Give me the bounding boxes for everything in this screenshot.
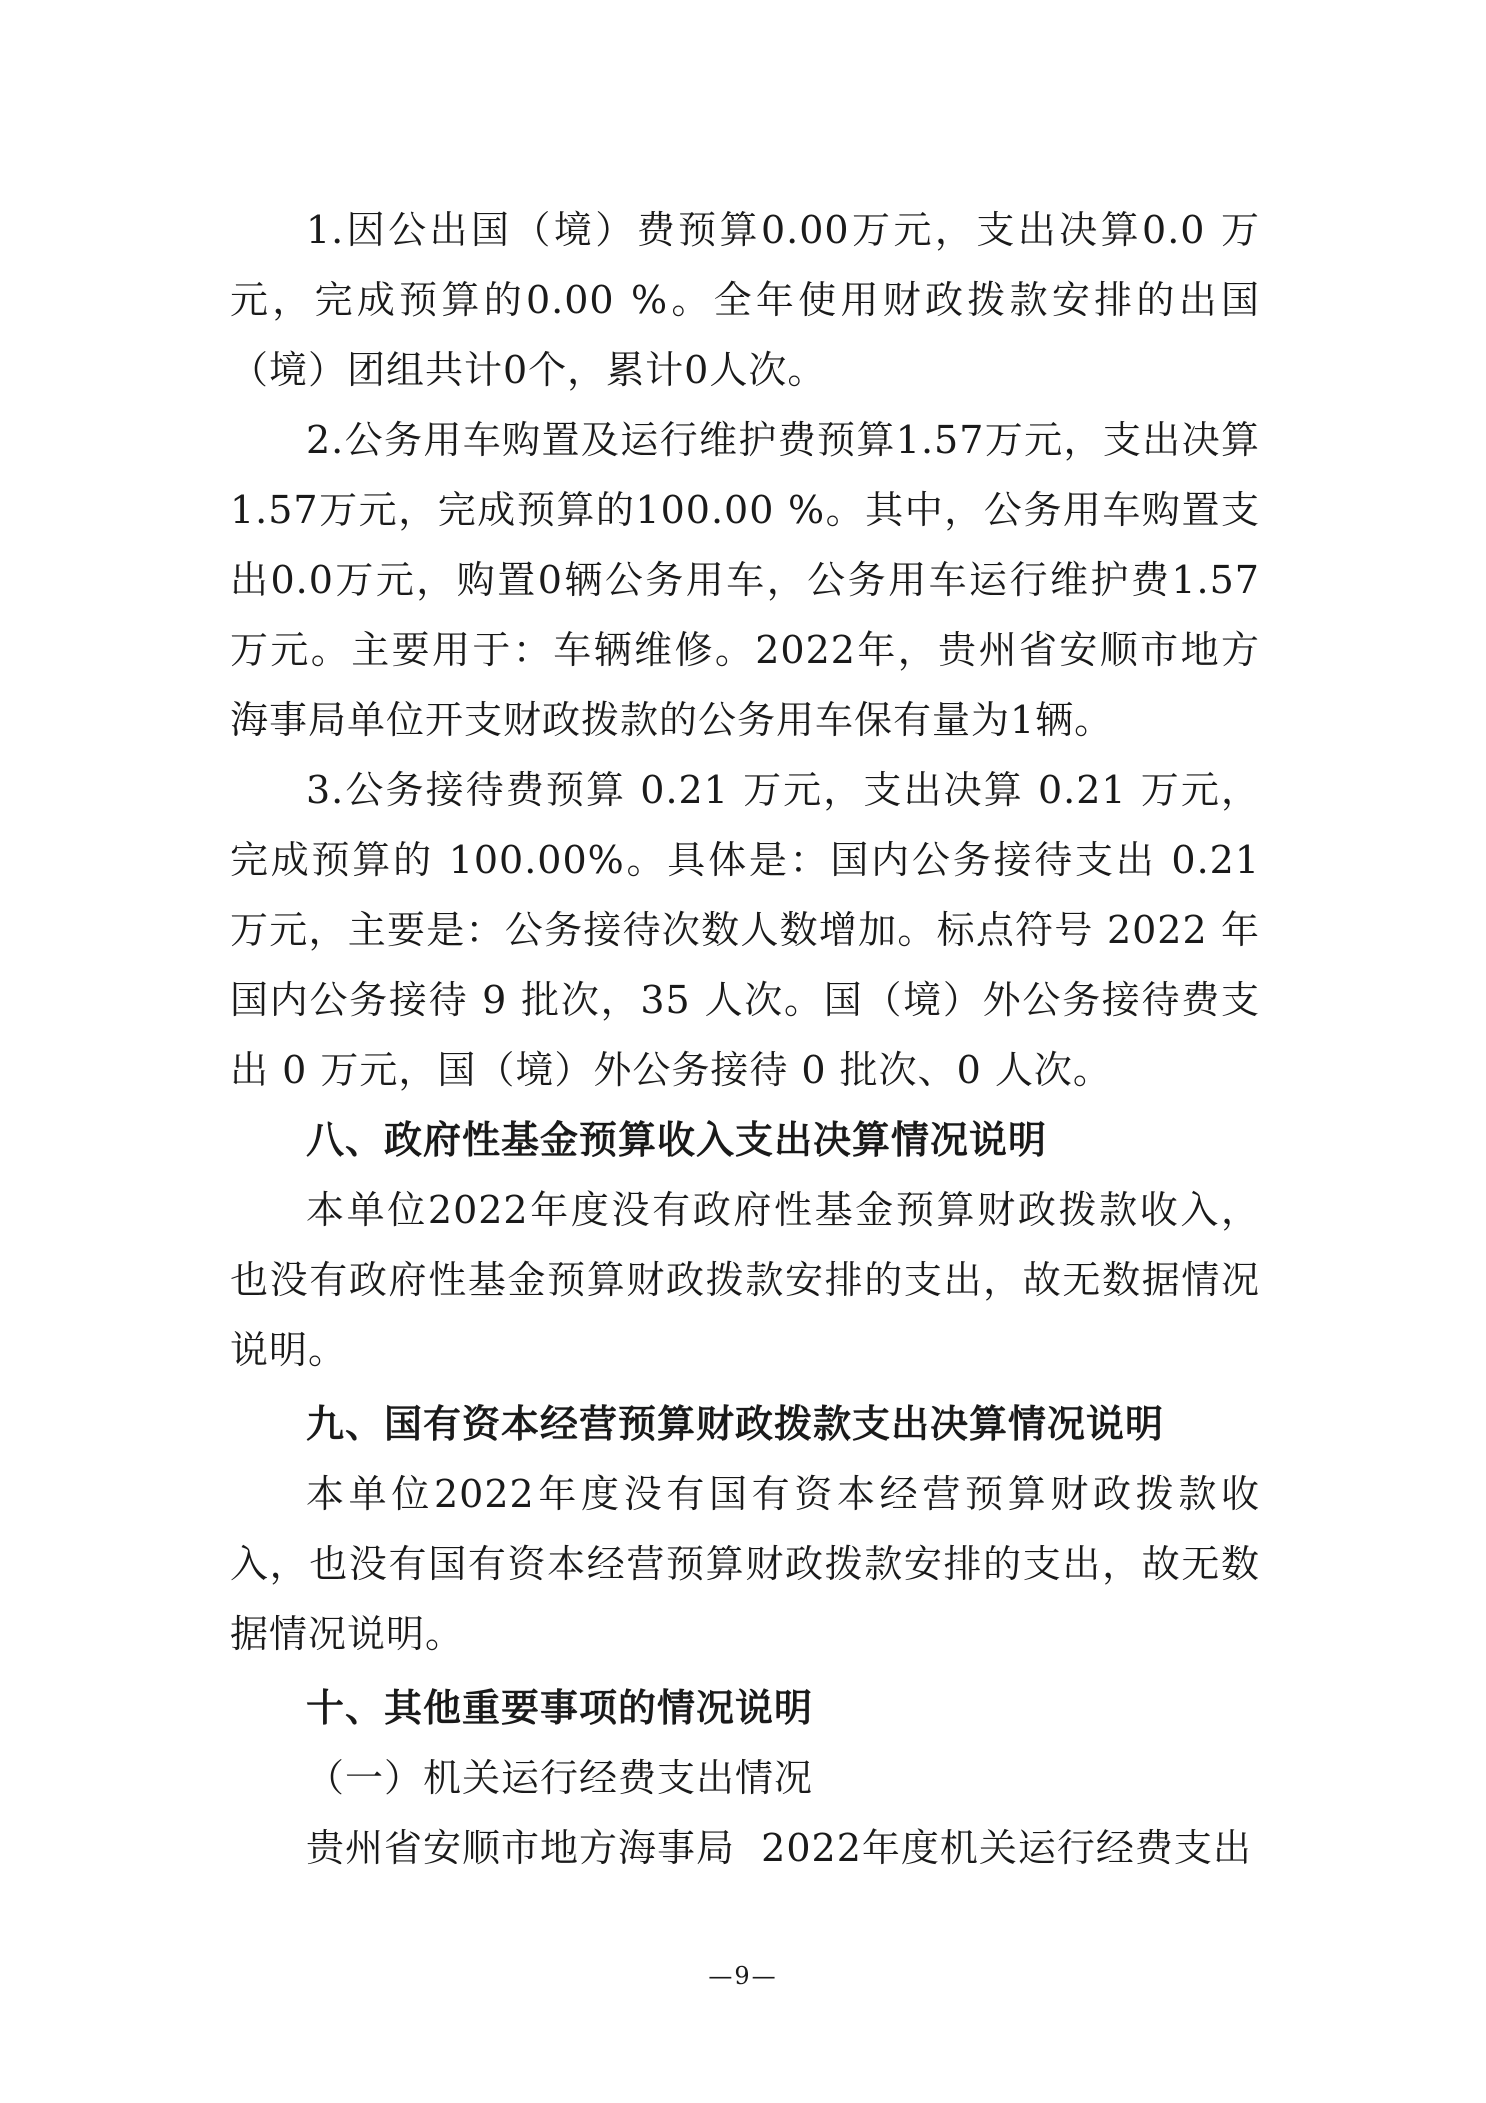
section-heading-9: 九、国有资本经营预算财政拨款支出决算情况说明 [306, 1402, 1165, 1446]
paragraph-government-fund: 本单位2022年度没有政府性基金预算财政拨款收入，也没有政府性基金预算财政拨款安排的支出，故无数据情况说明。 [230, 1188, 1260, 1372]
section-heading-10: 十、其他重要事项的情况说明 [306, 1686, 814, 1730]
page-number: —9— [708, 1962, 778, 1990]
paragraph-state-capital: 本单位2022年度没有国有资本经营预算财政拨款收入，也没有国有资本经营预算财政拨款安排的支出，故无数据情况说明。 [230, 1472, 1260, 1656]
paragraph-operating-expenses: 贵州省安顺市地方海事局 2022年度机关运行经费支出 [306, 1826, 1252, 1870]
paragraph-official-reception: 3.公务接待费预算 0.21 万元，支出决算 0.21 万元，完成预算的 100.00%。具体是：国内公务接待支出 0.21 万元，主要是：公务接待次数人数增加。标点符号 2022 年国内公务接待 9 批次，35 人次。国（境）外公务接待费支出 0 万元，国（境）外公务接待 0 批次、0 人次。 [230, 768, 1260, 1092]
paragraph-outbound-travel: 1.因公出国（境）费预算0.00万元，支出决算0.0 万元，完成预算的0.00 %。全年使用财政拨款安排的出国（境）团组共计0个，累计0人次。 [230, 208, 1260, 392]
paragraph-official-vehicles: 2.公务用车购置及运行维护费预算1.57万元，支出决算1.57万元，完成预算的100.00 %。其中，公务用车购置支出0.0万元，购置0辆公务用车，公务用车运行维护费1.57万元。主要用于：车辆维修。2022年，贵州省安顺市地方海事局单位开支财政拨款的公务用车保有量为1辆。 [230, 418, 1260, 742]
document-body [230, 195, 1260, 1883]
section-heading-8: 八、政府性基金预算收入支出决算情况说明 [306, 1118, 1048, 1162]
subsection-heading-1: （一）机关运行经费支出情况 [306, 1756, 814, 1800]
